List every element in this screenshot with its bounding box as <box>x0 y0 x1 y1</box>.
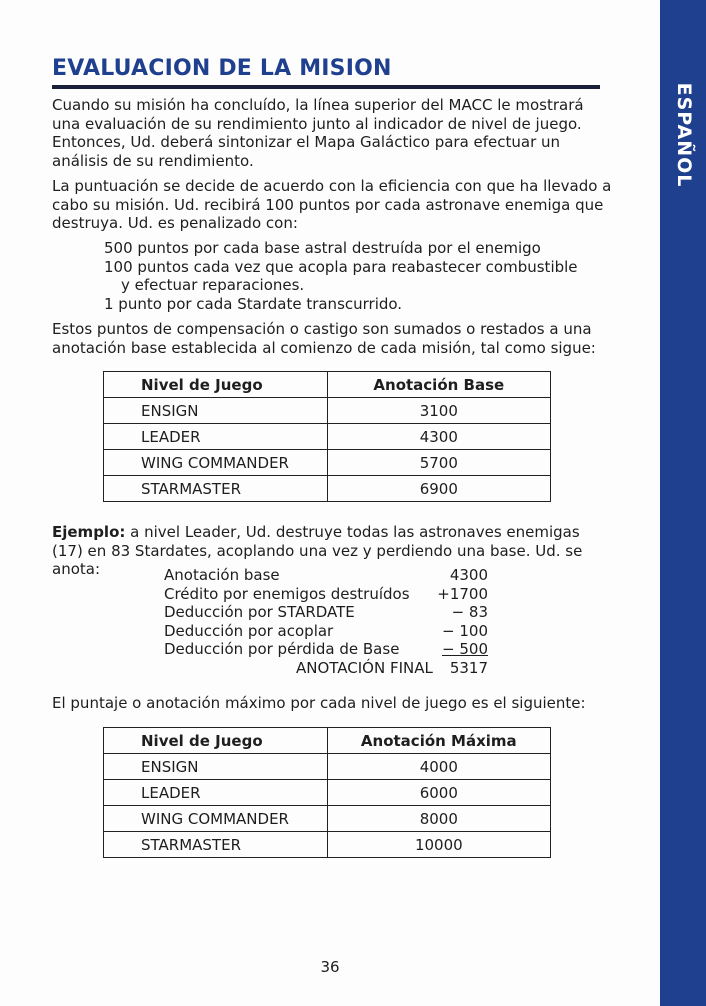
level-cell: WING COMMANDER <box>104 806 328 832</box>
penalty-item: 500 puntos por cada base astral destruída por el enemigo <box>104 239 541 257</box>
column-header: Anotación Máxima <box>327 728 550 754</box>
max-score-table <box>103 727 551 858</box>
base-score-table <box>103 371 551 502</box>
table-row <box>104 832 551 858</box>
level-cell: STARMASTER <box>104 832 328 858</box>
level-cell: LEADER <box>104 780 328 806</box>
level-cell: WING COMMANDER <box>104 450 328 476</box>
penalty-list <box>104 239 624 313</box>
score-cell: 4000 <box>327 754 550 780</box>
example-calculation <box>164 566 494 677</box>
column-header: Anotación Base <box>327 372 550 398</box>
page-number: 36 <box>320 958 340 976</box>
scoring-paragraph: La puntuación se decide de acuerdo con la eficiencia con que ha llevado a cabo su misión. Ud. recibirá 100 puntos por cada astronave enemiga que destruya. Ud. es penalizado con: <box>52 177 612 232</box>
example-label: Ejemplo: <box>52 523 126 541</box>
table-header-row <box>104 372 551 398</box>
title-underline <box>52 85 600 89</box>
table-row <box>104 450 551 476</box>
calc-row <box>164 603 494 622</box>
calc-label: Deducción por pérdida de Base <box>164 640 400 658</box>
calc-total-row <box>164 659 494 678</box>
calc-row <box>164 566 494 585</box>
calc-value: +1700 <box>437 584 488 603</box>
page-title: EVALUACION DE LA MISION <box>52 56 392 81</box>
table-header-row <box>104 728 551 754</box>
score-cell: 10000 <box>327 832 550 858</box>
calc-row <box>164 585 494 604</box>
score-cell: 6000 <box>327 780 550 806</box>
score-cell: 8000 <box>327 806 550 832</box>
score-cell: 5700 <box>327 450 550 476</box>
column-header: Nivel de Juego <box>104 728 328 754</box>
table-row <box>104 806 551 832</box>
table-row <box>104 398 551 424</box>
final-score-value: 5317 <box>449 658 488 677</box>
max-score-intro: El puntaje o anotación máximo por cada nivel de juego es el siguiente: <box>52 694 586 712</box>
level-cell: LEADER <box>104 424 328 450</box>
table-row <box>104 780 551 806</box>
table-row <box>104 424 551 450</box>
final-score-label: ANOTACIÓN FINAL <box>296 658 433 677</box>
calc-label: Deducción por acoplar <box>164 621 334 640</box>
table-row <box>104 476 551 502</box>
base-score-paragraph: Estos puntos de compensación o castigo son sumados o restados a una anotación base establecida al comienzo de cada misión, tal como sigue: <box>52 320 596 357</box>
level-cell: ENSIGN <box>104 754 328 780</box>
column-header: Nivel de Juego <box>104 372 328 398</box>
score-cell: 6900 <box>327 476 550 502</box>
score-cell: 3100 <box>327 398 550 424</box>
calc-value: 4300 <box>449 566 488 584</box>
calc-value: − 100 <box>442 621 488 640</box>
level-cell: STARMASTER <box>104 476 328 502</box>
calc-row <box>164 622 494 641</box>
penalty-item: 1 punto por cada Stardate transcurrido. <box>104 294 403 313</box>
example-text: a nivel Leader, Ud. destruye todas las astronaves enemigas (17) en 83 Stardates, acoplando una vez y perdiendo una base. Ud. se anota: <box>52 523 583 578</box>
calc-row <box>164 640 494 659</box>
language-label: ESPAÑOL <box>673 82 695 188</box>
penalty-item: 100 puntos cada vez que acopla para reabastecer combustible <box>104 257 578 276</box>
table-row <box>104 754 551 780</box>
calc-label: Anotación base <box>164 566 280 584</box>
penalty-item-continuation: y efectuar reparaciones. <box>121 276 305 294</box>
calc-label: Crédito por enemigos destruídos <box>164 584 410 603</box>
score-cell: 4300 <box>327 424 550 450</box>
calc-value: − 83 <box>451 603 488 621</box>
calc-label: Deducción por STARDATE <box>164 603 355 621</box>
calc-value: − 500 <box>442 640 488 658</box>
intro-paragraph: Cuando su misión ha concluído, la línea superior del MACC le mostrará una evaluación de su rendimiento junto al indicador de nivel de juego. Entonces, Ud. deberá sintonizar el Mapa Galáctico para efectuar un análisis de su rendimiento. <box>52 96 584 170</box>
level-cell: ENSIGN <box>104 398 328 424</box>
